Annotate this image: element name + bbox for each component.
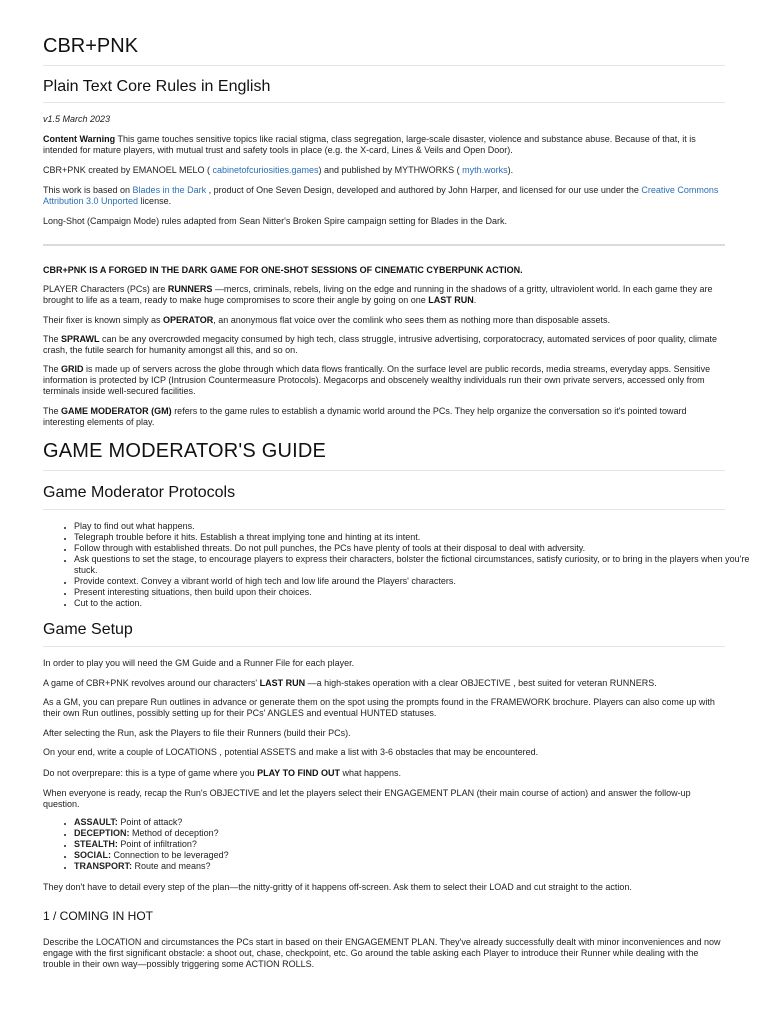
- divider: [43, 646, 725, 647]
- engagement-plan-label: TRANSPORT:: [74, 861, 132, 871]
- protocol-item: • Play to find out what happens.: [74, 521, 756, 532]
- fixer-text: Their fixer is known simply as: [43, 315, 164, 325]
- content-warning-paragraph: [43, 134, 725, 156]
- gm-paragraph: [43, 406, 725, 428]
- based-text: license.: [138, 196, 172, 206]
- based-text: This work is based on: [43, 185, 133, 195]
- setup-text: what happens.: [339, 768, 402, 778]
- credits-text: ) and published by MYTHWORKS (: [318, 165, 463, 175]
- coming-in-hot-heading: 1 / COMING IN HOT: [43, 909, 154, 923]
- protocols-heading: Game Moderator Protocols: [43, 484, 236, 501]
- coming-in-hot-paragraph: Describe the LOCATION and circumstances the PCs start in based on their ENGAGEMENT PLAN. They've already successfully dealt with minor inconveniences and now engage with the first significant obstacle: a shoot out, chase, checkpoint, etc. Go around the table asking each Player to introduce their Runner while dealing with the trouble in their own way—possibly triggering some ACTION ROLLS.: [43, 937, 721, 969]
- engagement-plan-label: ASSAULT:: [74, 817, 118, 827]
- protocol-item: • Ask questions to set the stage, to encourage players to express their characters, bolster the fictional circumstances, satisfy curiosity, or to bring in the players when you're stuck.: [74, 554, 756, 576]
- operator-term: OPERATOR: [163, 315, 214, 325]
- setup-paragraph-1: In order to play you will need the GM Guide and a Runner File for each player.: [43, 658, 355, 668]
- setup-paragraph-5: On your end, write a couple of LOCATIONS , potential ASSETS and make a list with 3-6 obstacles that may be encountered.: [43, 747, 539, 757]
- mythworks-link[interactable]: myth.works: [462, 165, 508, 175]
- divider: [43, 102, 725, 103]
- grid-text: The: [43, 364, 62, 374]
- blades-link[interactable]: Blades in the Dark: [132, 185, 207, 195]
- players-text: —mercs, criminals, rebels, living on the edge and running in the shadows of a gritty, ultraviolent world. In each game they are brought to life as a team, ready to make huge compromises to score their angle by going on one: [43, 284, 713, 305]
- license-link[interactable]: Creative Commons Attribution 3.0 Unported: [43, 185, 719, 206]
- divider: [43, 470, 725, 471]
- sprawl-text: can be any overcrowded megacity consumed by high tech, class struggle, intrusive advertising, corporatocracy, automated services of poor quality, climate crash, the futile search for humanity amongst all this, and so on.: [43, 334, 717, 355]
- content-warning-label: Content Warning: [43, 134, 116, 144]
- engagement-plan-label: STEALTH:: [74, 839, 118, 849]
- protocol-item: • Present interesting situations, then build upon their choices.: [74, 587, 756, 598]
- engagement-plan-question: Route and means?: [132, 861, 211, 871]
- sprawl-paragraph: [43, 334, 725, 356]
- setup-paragraph-6: [43, 768, 725, 779]
- engagement-plan-item: [74, 850, 756, 861]
- setup-heading: Game Setup: [43, 621, 133, 638]
- sprawl-text: The: [43, 334, 62, 344]
- engagement-plan-item: [74, 861, 756, 872]
- engagement-plan-item: [74, 839, 756, 850]
- version-text: v1.5 March 2023: [43, 114, 111, 124]
- document-title: CBR+PNK: [43, 35, 139, 57]
- setup-text: A game of CBR+PNK revolves around our characters': [43, 678, 260, 688]
- guide-heading: GAME MODERATOR'S GUIDE: [43, 440, 327, 462]
- setup-paragraph-2: [43, 678, 725, 689]
- based-text: , product of One Seven Design, developed and authored by John Harper, and licensed for our use under the: [206, 185, 642, 195]
- engagement-plan-question: Method of deception?: [129, 828, 219, 838]
- play-to-find-out-term: PLAY TO FIND OUT: [257, 768, 340, 778]
- players-text: PLAYER Characters (PCs) are: [43, 284, 168, 294]
- longshot-paragraph: Long-Shot (Campaign Mode) rules adapted from Sean Nitter's Broken Spire campaign setting for Blades in the Dark.: [43, 216, 507, 226]
- document-subtitle: Plain Text Core Rules in English: [43, 78, 271, 95]
- section-divider: [43, 244, 725, 246]
- credits-text: ).: [507, 165, 514, 175]
- content-warning-text: This game touches sensitive topics like racial stigma, class segregation, large-scale disaster, violence and substance abuse. Because of that, it is intended for mature players, with mutual trust and safety tools in place (e.g. the X-card, Lines & Veils and Open Door).: [43, 134, 696, 155]
- runners-term: RUNNERS: [167, 284, 213, 294]
- engagement-plan-item: [74, 817, 756, 828]
- last-run-term: LAST RUN: [259, 678, 306, 688]
- forged-statement: [43, 265, 725, 276]
- engagement-plan-label: SOCIAL:: [74, 850, 111, 860]
- forged-text: CBR+PNK IS A FORGED IN THE DARK GAME FOR ONE-SHOT SESSIONS OF CINEMATIC CYBERPUNK ACTION.: [43, 265, 523, 275]
- gm-text: refers to the game rules to establish a dynamic world around the PCs. They help organize the conversation so it's pointed toward interesting elements of play.: [43, 406, 687, 427]
- divider: [43, 65, 725, 66]
- cabinet-link[interactable]: cabinetofcuriosities.games: [212, 165, 319, 175]
- engagement-plans-list: [43, 817, 756, 872]
- version-line: [43, 114, 725, 125]
- protocol-item: • Telegraph trouble before it hits. Establish a threat implying tone and hinting at its intent.: [74, 532, 756, 543]
- grid-paragraph: [43, 364, 725, 397]
- engagement-plan-question: Point of infiltration?: [117, 839, 197, 849]
- players-paragraph: [43, 284, 725, 306]
- credits-paragraph: [43, 165, 725, 176]
- divider: [43, 509, 725, 510]
- engagement-plan-question: Connection to be leveraged?: [111, 850, 229, 860]
- sprawl-term: SPRAWL: [61, 334, 100, 344]
- setup-text: —a high-stakes operation with a clear OBJECTIVE , best suited for veteran RUNNERS.: [305, 678, 657, 688]
- grid-term: GRID: [61, 364, 84, 374]
- setup-paragraph-3: As a GM, you can prepare Run outlines in advance or generate them on the spot using the prompts found in the FRAMEWORK brochure. Players can also come up with their own Run outlines, possibly setting up for their PCs' ANGLES and eventual HUNTED statuses.: [43, 697, 715, 718]
- based-on-paragraph: [43, 185, 725, 207]
- players-text: .: [473, 295, 477, 305]
- setup-paragraph-7: When everyone is ready, recap the Run's OBJECTIVE and let the players select their ENGAGEMENT PLAN (their main course of action) and answer the follow-up question.: [43, 788, 691, 809]
- grid-text: is made up of servers across the globe through which data flows frantically. On the surface level are public records, media streams, everyday apps. Sensitive information is protected by ICP (Intrusion Countermeasure Protocols). Megacorps and obscenely wealthy individuals run their own private servers, accessed only from terminals inside well-secured facilities.: [43, 364, 711, 396]
- setup-text: Do not overprepare: this is a type of game where you: [43, 768, 258, 778]
- last-run-term: LAST RUN: [428, 295, 474, 305]
- fixer-paragraph: [43, 315, 725, 326]
- protocol-item: • Provide context. Convey a vibrant world of high tech and low life around the Players' characters.: [74, 576, 756, 587]
- gm-text: The: [43, 406, 62, 416]
- setup-paragraph-8: They don't have to detail every step of the plan—the nitty-gritty of it happens off-screen. Ask them to select their LOAD and cut straight to the action.: [43, 882, 632, 892]
- fixer-text: , an anonymous flat voice over the comlink who sees them as nothing more than disposable assets.: [213, 315, 610, 325]
- engagement-plan-item: [74, 828, 756, 839]
- engagement-plan-question: Point of attack?: [117, 817, 183, 827]
- protocols-list: [43, 521, 756, 609]
- gm-term: GAME MODERATOR (GM): [61, 406, 172, 416]
- setup-paragraph-4: After selecting the Run, ask the Players to file their Runners (build their PCs).: [43, 728, 351, 738]
- credits-text: CBR+PNK created by EMANOEL MELO (: [43, 165, 213, 175]
- protocol-item: • Cut to the action.: [74, 598, 756, 609]
- protocol-item: • Follow through with established threats. Do not pull punches, the PCs have plenty of tools at their disposal to deal with adversity.: [74, 543, 756, 554]
- engagement-plan-label: DECEPTION:: [74, 828, 130, 838]
